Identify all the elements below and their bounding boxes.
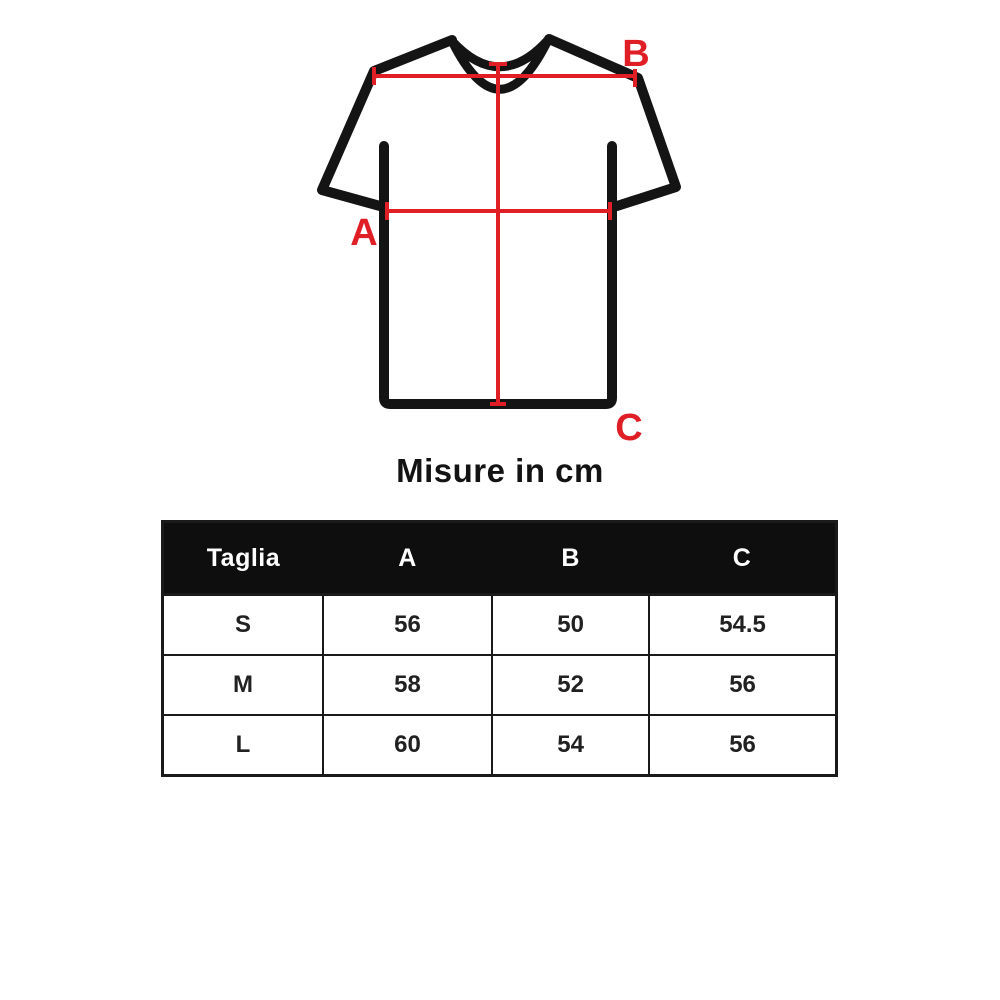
measure-label-a: A xyxy=(350,212,378,254)
value-cell-a: 58 xyxy=(323,655,492,715)
value-cell-b: 54 xyxy=(492,715,649,776)
size-table-header-a: A xyxy=(323,522,492,595)
size-cell: S xyxy=(163,595,323,656)
value-cell-b: 50 xyxy=(492,595,649,656)
size-chart-title: Misure in cm xyxy=(396,452,604,489)
table-row-size-l xyxy=(163,715,837,776)
measure-label-b: B xyxy=(622,33,650,75)
value-cell-a: 60 xyxy=(323,715,492,776)
size-table-header-c: C xyxy=(649,522,836,595)
size-cell: L xyxy=(163,715,323,776)
value-cell-c: 56 xyxy=(649,715,836,776)
size-cell: M xyxy=(163,655,323,715)
value-cell-b: 52 xyxy=(492,655,649,715)
size-table-header-taglia: Taglia xyxy=(163,522,323,595)
table-row-size-m xyxy=(163,655,837,715)
table-row-size-s xyxy=(163,595,837,656)
size-table-header-row xyxy=(163,522,837,595)
measure-label-c: C xyxy=(615,407,643,449)
value-cell-c: 54.5 xyxy=(649,595,836,656)
size-table-header-b: B xyxy=(492,522,649,595)
size-table xyxy=(161,520,838,777)
value-cell-c: 56 xyxy=(649,655,836,715)
tshirt-measurement-diagram xyxy=(0,0,1000,460)
value-cell-a: 56 xyxy=(323,595,492,656)
